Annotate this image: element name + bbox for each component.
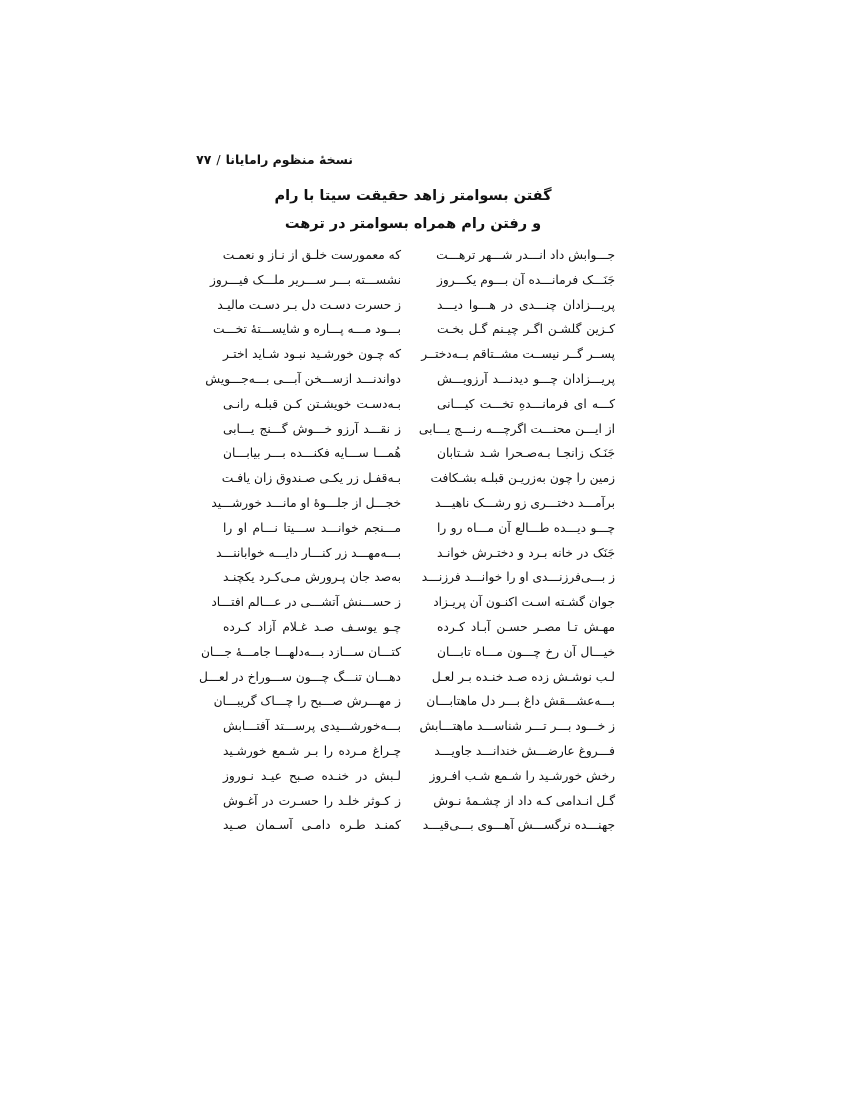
hemistich-second: دهـــان تنـــگ چـــون ســـوراخ در لعـــل: [199, 669, 401, 684]
running-header: [196, 152, 353, 167]
verse-row: [216, 544, 615, 566]
verse-row: [223, 792, 615, 814]
hemistich-second: هُمـــا ســـایه فکنـــده بـــر بیابـــان: [223, 446, 401, 461]
hemistich-first: جَنَـــک فرمانـــده آن بـــوم یکـــروز: [437, 272, 615, 287]
hemistich-second: ز کـوثر خلـد را حسـرت در آغـوش: [223, 793, 401, 808]
poem-body: [199, 246, 615, 833]
verse-row: [217, 296, 615, 318]
hemistich-second: خجـــل از جلـــوهٔ او مانـــد خورشـــید: [211, 496, 401, 510]
verse-row: [223, 345, 615, 367]
hemistich-first: ز خـــود بـــر تـــر شناســـد ماهتـــابش: [419, 719, 615, 734]
hemistich-first: کـزین گلشـن اگـر چیـنم گـل بخـت: [437, 322, 615, 337]
hemistich-second: ز مهـــرش صـــبح را چـــاک گریبـــان: [213, 694, 401, 709]
hemistich-second: کمنـد طـره دامـی آسـمان صـید: [223, 818, 401, 833]
hemistich-first: پســر گــر نیســت مشــتاقم بــه‌دختــر: [421, 347, 615, 362]
hemistich-first: پریـــزادان چـــو دیدنـــد آرزویـــش: [437, 372, 615, 386]
hemistich-second: که چـون خورشـید نبـود شـاید اختـر: [223, 347, 401, 362]
hemistich-first: رخش خورشـید را شـمع شـب افـروز: [429, 768, 615, 783]
hemistich-first: چـــو دیـــده طـــالع آن مـــاه رو را: [437, 520, 615, 535]
hemistich-first: لـب نوشـش زده صـد خنـده بـر لعـل: [431, 669, 615, 684]
verse-row: [213, 320, 615, 342]
verse-row: [223, 420, 615, 442]
header-separator: /: [216, 152, 221, 167]
hemistich-second: بـه‌دسـت خویشـتن کـن قبلـه رانـی: [223, 396, 401, 411]
hemistich-second: ز حســـنش آتشـــی در عـــالم افتـــاد: [211, 595, 401, 610]
hemistich-second: مـــنجم خوانـــد ســـیتا نـــام او را: [223, 520, 401, 535]
verse-row: [209, 271, 615, 293]
hemistich-first: جَنَک در خانه بـرد و دختـرش خوانـد: [437, 545, 615, 560]
hemistich-first: جَنَـک زانجـا بـه‌صـحرا شـد شـتابان: [437, 446, 615, 461]
hemistich-second: بـــه‌خورشـــیدی پرســـتد آفتـــابش: [223, 719, 401, 734]
hemistich-second: بـه‌قفـل زر یکـی صـندوق زان یافـت: [221, 471, 401, 486]
hemistich-first: زمین را چون به‌زریـن قبلـه بشـکافت: [430, 471, 615, 486]
hemistich-second: بـــه‌مهـــد زر کنـــار دایـــه خواباننـــد: [216, 545, 401, 560]
verse-row: [223, 395, 615, 417]
hemistich-first: خیـــال آن رخ چـــون مـــاه تابـــان: [437, 644, 615, 659]
verse-row: [223, 618, 615, 640]
hemistich-first: جهنـــده نرگســـش آهـــوی بـــی‌قیـــد: [422, 818, 615, 833]
verse-row: [211, 494, 615, 516]
hemistich-first: جوان گشـته اسـت اکنـون آن پریـزاد: [433, 595, 615, 610]
page-number: ۷۷: [196, 152, 212, 167]
verse-row: [223, 767, 615, 789]
hemistich-second: کتـــان ســـازد بـــه‌دلهـــا جامـــهٔ جـــان: [200, 644, 401, 659]
hemistich-second: چـو یوسـف صـد غـلام آزاد کـرده: [223, 620, 401, 634]
section-heading-line-1: گفتن بسوامتر زاهد حقیقت سیتا با رام: [274, 188, 552, 204]
verse-row: [223, 717, 615, 739]
verse-row: [223, 568, 615, 590]
hemistich-second: که معمورست خلـق از نـاز و نعمـت: [222, 248, 401, 262]
verse-row: [211, 593, 615, 615]
verse-row: [223, 519, 615, 541]
hemistich-first: مهـش تـا مصـر حسـن آبـاد کـرده: [437, 620, 615, 634]
book-title: نسخهٔ منظوم رامایانا: [225, 152, 353, 167]
hemistich-first: برآمـــد دختـــری زو رشـــک ناهیـــد: [434, 496, 615, 510]
hemistich-first: جـــوابش داد انـــدر شـــهر ترهـــت: [436, 248, 615, 262]
hemistich-second: ز نقـــد آرزو خـــوش گـــنج یـــابی: [223, 421, 401, 436]
hemistich-first: ز بـــی‌فرزنـــدی او را خوانـــد فرزنـــد: [421, 570, 615, 585]
verse-row: [199, 668, 615, 690]
verse-row: [213, 692, 615, 714]
hemistich-first: از ایـــن محنـــت اگرچـــه رنـــج یـــابی: [418, 421, 615, 436]
hemistich-second: دواندنـــد ازســـخن آبـــی بـــه‌جـــویش: [205, 372, 401, 386]
hemistich-second: نشســـته بـــر ســـریر ملـــک فیـــروز: [209, 272, 401, 287]
hemistich-second: ز حسرت دسـت دل بـر دسـت مالیـد: [217, 297, 401, 312]
hemistich-first: پریـــزادان چنـــدی در هـــوا دیـــد: [437, 297, 615, 312]
hemistich-second: چـراغ مـرده را بـر شـمع خورشـید: [223, 744, 401, 758]
hemistich-second: لـبش در خنـده صـبح عیـد نـوروز: [223, 768, 401, 783]
hemistich-second: به‌صد جان پـرورش مـی‌کـرد یکچنـد: [223, 570, 401, 585]
verse-row: [223, 742, 615, 764]
hemistich-first: گـل انـدامی کـه داد از چشـمهٔ نـوش: [433, 793, 615, 808]
verse-row: [223, 816, 615, 838]
section-heading-line-2: و رفتن رام همراه بسوامتر در ترهت: [284, 216, 542, 232]
verse-row: [223, 444, 615, 466]
verse-row: [223, 469, 615, 491]
verse-row: [200, 643, 615, 665]
hemistich-second: بـــود مـــه پـــاره و شایســـتهٔ تخـــت: [213, 322, 401, 337]
verse-row: [223, 246, 615, 268]
hemistich-first: فـــروغ عارضـــش خندانـــد جاویـــد: [434, 744, 615, 758]
verse-row: [205, 370, 615, 392]
hemistich-first: کـــه ای فرمانـــدهِ تخـــت کیـــانی: [437, 396, 615, 411]
hemistich-first: بـــه‌عشـــقش داغ بـــر دل ماهتابـــان: [426, 694, 615, 709]
